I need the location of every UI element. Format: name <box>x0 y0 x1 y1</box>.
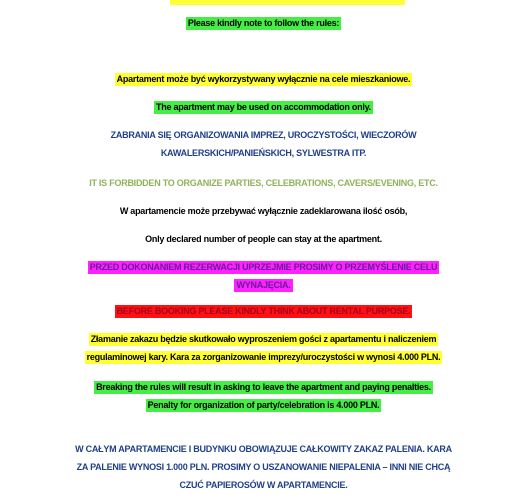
rule-penalty-en-1: Breaking the rules will result in asking to leave the apartment and paying penalties. <box>96 382 431 392</box>
rule-purpose-en: BEFORE BOOKING PLEASE KINDLY THINK ABOUT RENTAL PURPOSE. <box>116 306 411 316</box>
rule-penalty-en-line-1 <box>0 378 527 396</box>
rule-accommodation-en-line-1 <box>0 98 527 116</box>
rules-intro: Please kindly note to follow the rules: <box>187 18 340 28</box>
rule-penalty-pl-line-1 <box>0 330 527 348</box>
cropped-top-highlight <box>170 0 405 5</box>
rule-guests-pl-line-1: W apartamencie może przebywać wyłącznie zadeklarowana ilość osób, <box>119 206 408 216</box>
rule-guests-en-line-1: Only declared number of people can stay at the apartment. <box>145 234 382 244</box>
rule-purpose-pl-2: WYNAJĘCIA. <box>236 280 291 290</box>
rule-smoking-pl-line-1: W CAŁYM APARTAMENCIE I BUDYNKU OBOWIĄZUJE CAŁKOWITY ZAKAZ PALENIA. KARA <box>75 444 452 454</box>
rule-penalty-pl-2: regulaminowej kary. Kara za zorganizowanie imprezy/uroczystości w wynosi 4.000 PLN. <box>86 352 441 362</box>
rule-penalty-pl-line-2 <box>0 348 527 366</box>
rule-purpose-pl-1: PRZED DOKONANIEM REZERWACJI UPRZEJMIE PROSIMY O PRZEMYŚLENIE CELU <box>89 262 438 272</box>
rule-smoking-pl-line-3: CZUĆ PAPIEROSÓW W APARTAMENCIE. <box>179 480 348 490</box>
rule-accommodation-pl-line-1 <box>0 70 527 88</box>
rule-parties-pl-line-1: ZABRANIA SIĘ ORGANIZOWANIA IMPREZ, UROCZYSTOŚCI, WIECZORÓW <box>110 130 417 140</box>
rules-intro-line <box>0 14 527 32</box>
rule-purpose-pl-line-2 <box>0 276 527 294</box>
rule-purpose-pl-line-1 <box>0 258 527 276</box>
rule-parties-en-line-1: IT IS FORBIDDEN TO ORGANIZE PARTIES, CELEBRATIONS, CAVERS/EVENING, ETC. <box>89 178 438 188</box>
rule-penalty-pl-1: Złamanie zakazu będzie skutkowało wyproszeniem gości z apartamentu i naliczeniem <box>90 334 437 344</box>
rule-purpose-en-line-1 <box>0 302 527 320</box>
rule-accommodation-pl: Apartament może być wykorzystywany wyłącznie na cele mieszkaniowe. <box>116 74 411 84</box>
rule-penalty-en-2: Penalty for organization of party/celebration is 4.000 PLN. <box>147 400 380 410</box>
rule-accommodation-en: The apartment may be used on accommodation only. <box>156 102 371 112</box>
rule-parties-pl-line-2: KAWALERSKICH/PANIEŃSKICH, SYLWESTRA ITP. <box>160 148 367 158</box>
rule-penalty-en-line-2 <box>0 396 527 414</box>
rule-smoking-pl-line-2: ZA PALENIE WYNOSI 1.000 PLN. PROSIMY O USZANOWANIE NIEPALENIA – INNI NIE CHCĄ <box>76 462 451 472</box>
